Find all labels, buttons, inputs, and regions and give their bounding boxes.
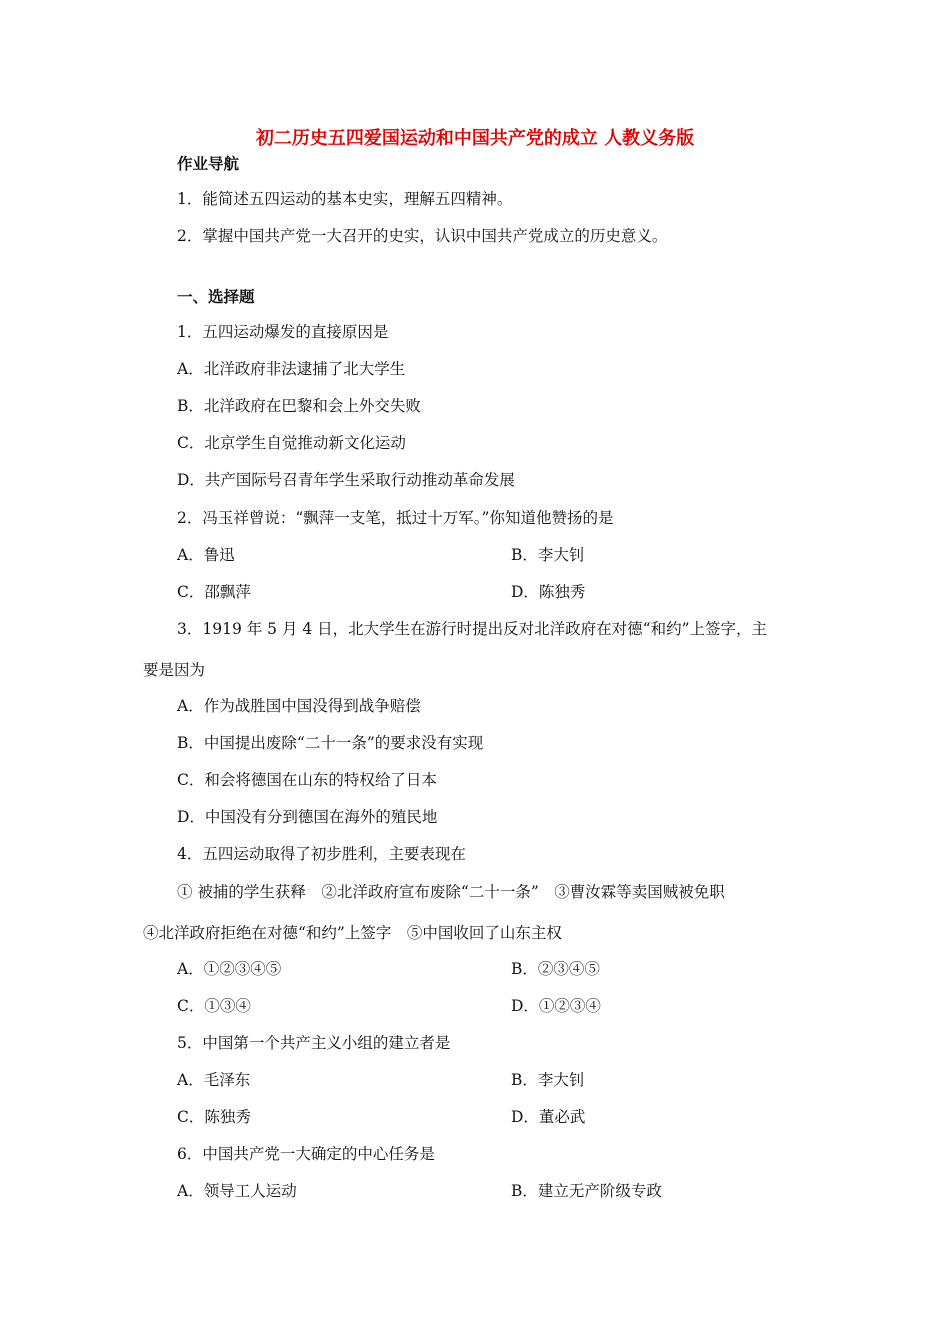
q4-option-b: B．②③④⑤: [511, 960, 600, 978]
q4-stem: 4．五四运动取得了初步胜利，主要表现在: [177, 845, 466, 863]
q2-option-a: A．鲁迅: [177, 546, 235, 564]
q2-option-c: C．邵飘萍: [177, 583, 251, 601]
q2-option-d: D．陈独秀: [511, 583, 586, 601]
q1-option-c: C．北京学生自觉推动新文化运动: [177, 434, 406, 452]
q3-option-a: A．作为战胜国中国没得到战争赔偿: [177, 697, 421, 715]
section-heading: 一、选择题: [177, 287, 255, 306]
guide-item-2: 2．掌握中国共产党一大召开的史实，认识中国共产党成立的历史意义。: [177, 227, 668, 245]
q4-option-c: C．①③④: [177, 997, 251, 1015]
guide-item-1: 1．能简述五四运动的基本史实，理解五四精神。: [177, 190, 513, 208]
q5-stem: 5．中国第一个共产主义小组的建立者是: [177, 1034, 451, 1052]
q1-option-d: D．共产国际号召青年学生采取行动推动革命发展: [177, 471, 515, 489]
q3-option-b: B．中国提出废除“二十一条”的要求没有实现: [177, 734, 484, 752]
q2-stem: 2．冯玉祥曾说：“飘萍一支笔，抵过十万军。”你知道他赞扬的是: [177, 509, 614, 527]
q3-option-d: D．中国没有分到德国在海外的殖民地: [177, 808, 438, 826]
document-title: 初二历史五四爱国运动和中国共产党的成立 人教义务版: [255, 128, 695, 149]
q5-option-d: D．董必武: [511, 1108, 586, 1126]
q3-option-c: C．和会将德国在山东的特权给了日本: [177, 771, 437, 789]
q5-option-b: B．李大钊: [511, 1071, 585, 1089]
q4-items-line-2: ④北洋政府拒绝在对德“和约”上签字 ⑤中国收回了山东主权: [143, 924, 562, 942]
q4-option-d: D．①②③④: [511, 997, 601, 1015]
q1-option-b: B．北洋政府在巴黎和会上外交失败: [177, 397, 421, 415]
q6-option-b: B．建立无产阶级专政: [511, 1182, 662, 1200]
q5-option-c: C．陈独秀: [177, 1108, 251, 1126]
q4-option-a: A．①②③④⑤: [177, 960, 282, 978]
q2-option-b: B．李大钊: [511, 546, 585, 564]
guide-heading: 作业导航: [177, 154, 240, 173]
q6-stem: 6．中国共产党一大确定的中心任务是: [177, 1145, 435, 1163]
q1-stem: 1．五四运动爆发的直接原因是: [177, 323, 389, 341]
q4-items-line-1: ① 被捕的学生获释 ②北洋政府宣布废除“二十一条” ③曹汝霖等卖国贼被免职: [177, 883, 725, 901]
q3-stem-line-2: 要是因为: [143, 661, 206, 679]
q5-option-a: A．毛泽东: [177, 1071, 251, 1089]
q3-stem-line-1: 3．1919 年 5 月 4 日，北大学生在游行时提出反对北洋政府在对德“和约”上签字，主: [177, 620, 768, 638]
q6-option-a: A．领导工人运动: [177, 1182, 297, 1200]
q1-option-a: A．北洋政府非法逮捕了北大学生: [177, 360, 406, 378]
